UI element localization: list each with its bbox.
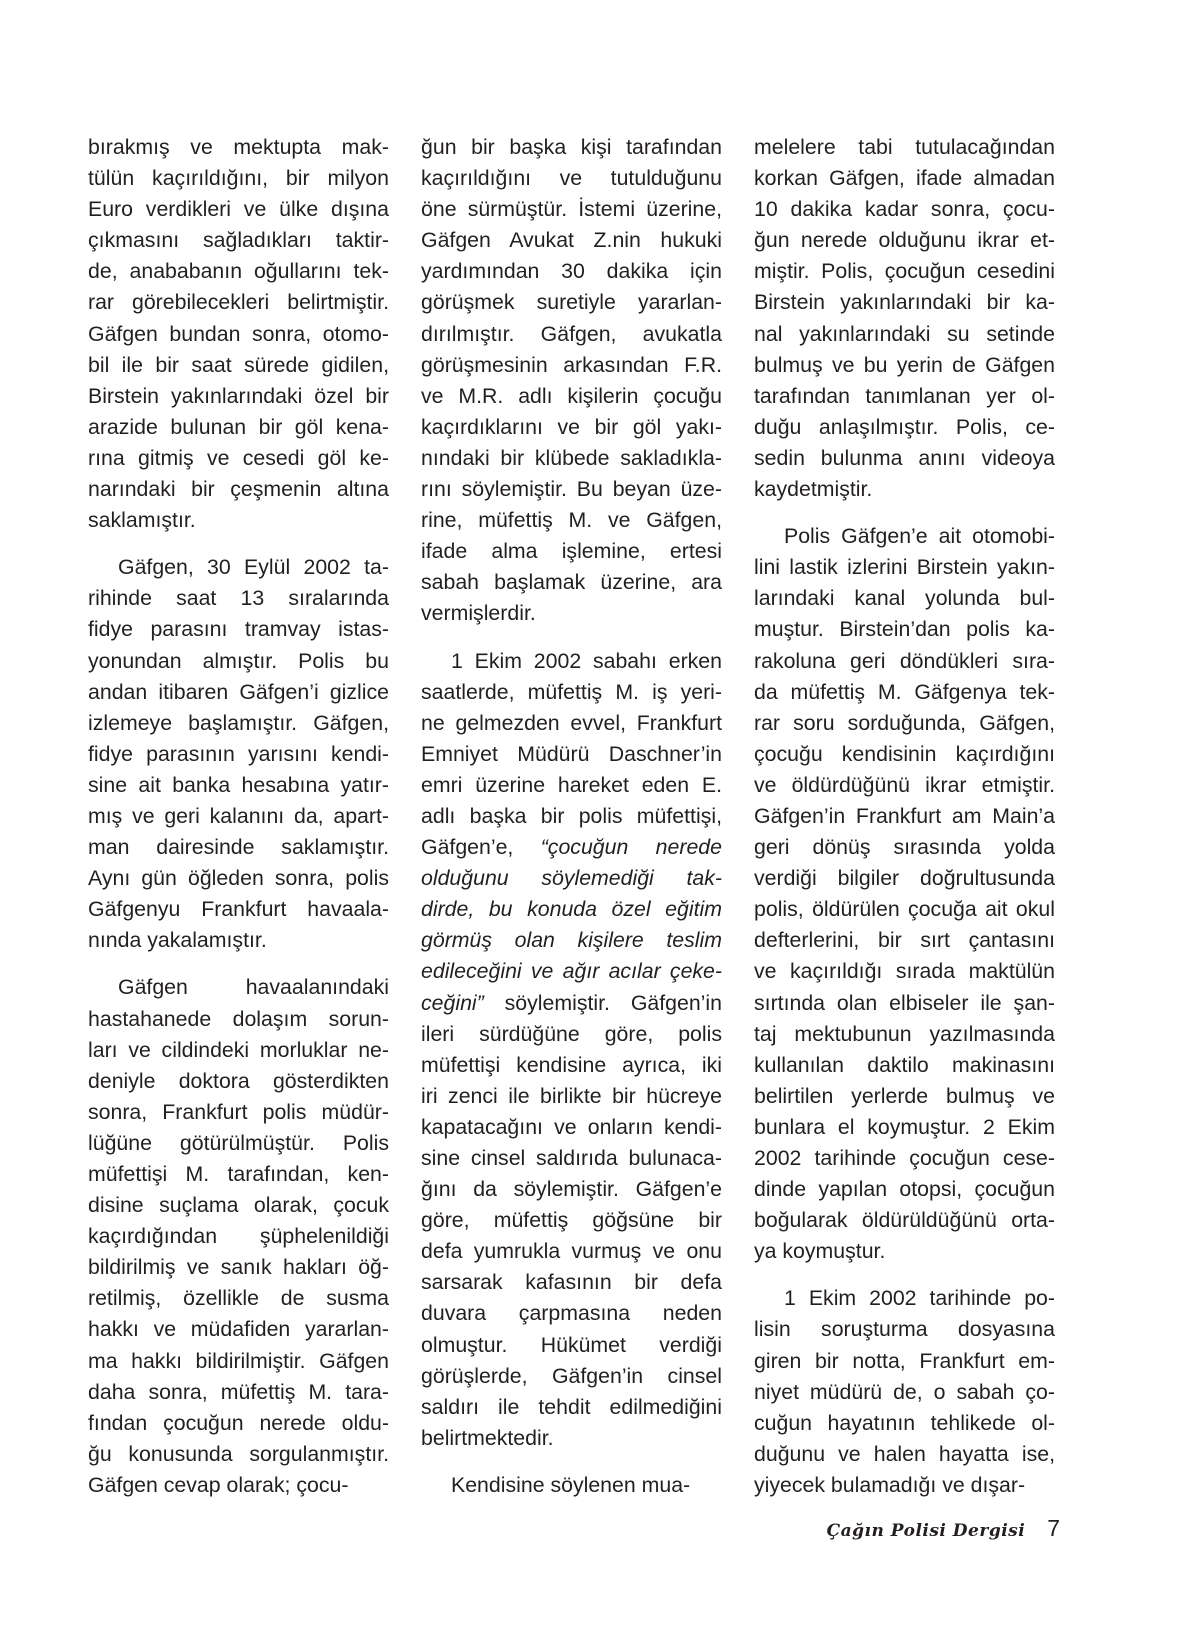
paragraph [88, 552, 389, 956]
line-text: lisin soruşturma dosyasına [754, 1317, 1055, 1342]
text-line [88, 1346, 389, 1377]
text-line [754, 287, 1055, 318]
text-line [421, 1050, 722, 1081]
line-text: kaçırıldığını ve tutulduğunu [421, 166, 722, 191]
text-line [88, 801, 389, 832]
text-column-1 [88, 132, 389, 1517]
line-text: andan itibaren Gäfgen’i gizlice [88, 679, 389, 704]
text-line [88, 381, 389, 412]
text-line [88, 925, 389, 956]
text-line [88, 770, 389, 801]
line-text: izlemeye başlamıştır. Gäfgen, [88, 710, 389, 735]
text-line [88, 583, 389, 614]
text-line [88, 350, 389, 381]
line-text: 1 Ekim 2002 sabahı erken [451, 648, 722, 673]
text-line [88, 1283, 389, 1314]
text-line [421, 350, 722, 381]
line-text: Aynı gün öğleden sonra, polis [88, 866, 389, 891]
text-line [88, 1470, 389, 1501]
text-line [88, 677, 389, 708]
text-line [421, 988, 722, 1019]
text-line [421, 1423, 722, 1454]
text-column-2 [421, 132, 722, 1517]
line-text: deniyle doktora gösterdikten [88, 1068, 389, 1093]
text-line [754, 988, 1055, 1019]
text-line [754, 739, 1055, 770]
text-line [754, 677, 1055, 708]
line-text: de, anababanın oğullarını tek- [88, 259, 389, 284]
text-line [421, 132, 722, 163]
text-line [754, 894, 1055, 925]
text-line [88, 443, 389, 474]
text-line [88, 1314, 389, 1345]
line-text: nındaki bir klübede sakladıkla- [421, 445, 722, 470]
line-text: Euro verdikleri ve ülke dışına [88, 197, 389, 222]
line-text: korkan Gäfgen, ifade almadan [754, 166, 1055, 191]
text-line [421, 1143, 722, 1174]
text-line [88, 225, 389, 256]
paragraph [754, 521, 1055, 1267]
line-text: miştir. Polis, çocuğun cesedini [754, 259, 1055, 284]
text-line [754, 583, 1055, 614]
line-text: ğun nerede olduğunu ikrar et- [754, 228, 1055, 253]
text-line [754, 1283, 1055, 1314]
line-text: Gäfgenyu Frankfurt havaala- [88, 897, 389, 922]
line-text: rar soru sorduğunda, Gäfgen, [754, 710, 1055, 735]
line-text: taj mektubunun yazılmasında [754, 1021, 1055, 1046]
text-line [421, 256, 722, 287]
text-line [754, 256, 1055, 287]
line-text: niyet müdürü de, o sabah ço- [754, 1379, 1055, 1404]
text-line [88, 194, 389, 225]
text-line [421, 567, 722, 598]
line-text: hakkı ve müdafiden yararlan- [88, 1317, 389, 1342]
text-line [88, 1128, 389, 1159]
text-line [421, 1267, 722, 1298]
text-line [754, 1439, 1055, 1470]
line-text: Gäfgen cevap olarak; çocu- [88, 1472, 349, 1497]
line-text: 10 dakika kadar sonra, çocu- [754, 197, 1055, 222]
text-line [754, 863, 1055, 894]
text-line [88, 505, 389, 536]
text-line [754, 1205, 1055, 1236]
line-text: emri üzerine hareket eden E. [421, 772, 722, 797]
line-text: yonundan almıştır. Polis bu [88, 648, 389, 673]
line-text: larındaki kanal yolunda bul- [754, 586, 1055, 611]
text-line [88, 708, 389, 739]
text-line [754, 708, 1055, 739]
line-text: saklamıştır. [88, 508, 196, 533]
line-text: dırılmıştır. Gäfgen, avukatla [421, 321, 722, 346]
line-text: Emniyet Müdürü Daschner’in [421, 741, 722, 766]
line-text: duvara çarpmasına neden [421, 1301, 722, 1326]
text-line [754, 925, 1055, 956]
text-line [88, 1097, 389, 1128]
line-text: kaçırdıklarını ve bir göl yakı- [421, 414, 722, 439]
italic-quote-text: edileceğini ve ağır acılar çeke- [421, 959, 722, 984]
text-line [88, 972, 389, 1003]
line-text: Gäfgen Avukat Z.nin hukuki [421, 228, 722, 253]
text-line [754, 1236, 1055, 1267]
line-text: yiyecek bulamadığı ve dışar- [754, 1472, 1026, 1497]
line-text: çıkmasını sağladıkları taktir- [88, 228, 389, 253]
line-text: ve M.R. adlı kişilerin çocuğu [421, 383, 722, 408]
paragraph [88, 972, 389, 1501]
line-text: belirtilen yerlerde bulmuş ve [754, 1083, 1055, 1108]
text-line [88, 646, 389, 677]
text-line [88, 1439, 389, 1470]
text-line [88, 863, 389, 894]
text-line [754, 646, 1055, 677]
text-line [421, 536, 722, 567]
text-line [754, 1408, 1055, 1439]
line-text: ya koymuştur. [754, 1239, 886, 1264]
line-text: lüğüne götürülmüştür. Polis [88, 1130, 389, 1155]
text-line [754, 474, 1055, 505]
line-text: dinde yapılan otopsi, çocuğun [754, 1177, 1055, 1202]
line-text: Gäfgen’e, [421, 835, 541, 860]
line-text: Birstein yakınlarındaki özel bir [88, 383, 389, 408]
text-line [421, 163, 722, 194]
text-line [754, 132, 1055, 163]
text-line [754, 1050, 1055, 1081]
text-line [421, 225, 722, 256]
line-text: polis, öldürülen çocuğa ait okul [754, 897, 1055, 922]
text-line [754, 194, 1055, 225]
journal-name: Çağın Polisi Dergisi [826, 1521, 1026, 1541]
line-text: rine, müfettiş M. ve Gäfgen, [421, 508, 722, 533]
text-line [421, 412, 722, 443]
text-line [754, 1470, 1055, 1501]
line-text: bunlara el koymuştur. 2 Ekim [754, 1114, 1055, 1139]
text-line [88, 1004, 389, 1035]
text-line [421, 956, 722, 987]
line-text: ğu konusunda sorgulanmıştır. [88, 1441, 389, 1466]
line-text: fından çocuğun nerede oldu- [88, 1410, 389, 1435]
text-line [88, 832, 389, 863]
line-text: göre, müfettiş göğsüne bir [421, 1208, 722, 1233]
text-line [421, 1081, 722, 1112]
text-line [88, 287, 389, 318]
line-text: nında yakalamıştır. [88, 928, 267, 953]
line-text: arazide bulunan bir göl kena- [88, 414, 389, 439]
line-text: kullanılan daktilo makinasını [754, 1052, 1055, 1077]
paragraph [421, 1470, 722, 1501]
line-text: cuğun hayatının tehlikede ol- [754, 1410, 1055, 1435]
text-line [754, 832, 1055, 863]
line-text: verdiği bilgiler doğrultusunda [754, 866, 1055, 891]
text-line [88, 1252, 389, 1283]
italic-quote-text: ceğini” [421, 990, 484, 1015]
paragraph [88, 132, 389, 536]
text-line [421, 1470, 722, 1501]
line-text: sarsarak kafasının bir defa [421, 1270, 722, 1295]
text-line [88, 1159, 389, 1190]
paragraph [421, 132, 722, 630]
text-line [421, 598, 722, 629]
text-line [88, 474, 389, 505]
text-line [421, 925, 722, 956]
text-line [88, 256, 389, 287]
line-text: sedin bulunma anını videoya [754, 445, 1055, 470]
line-text: ları ve cildindeki morluklar ne- [88, 1037, 389, 1062]
text-line [421, 832, 722, 863]
text-line [88, 894, 389, 925]
line-text: man dairesinde saklamıştır. [88, 835, 389, 860]
text-line [421, 194, 722, 225]
line-text: ve kaçırıldığı sırada maktülün [754, 959, 1055, 984]
line-text: Gäfgen havaalanındaki [118, 975, 389, 1000]
line-text: çocuğu kendisinin kaçırdığını [754, 741, 1055, 766]
line-text: saldırı ile tehdit edilmediğini [421, 1394, 722, 1419]
text-line [88, 1221, 389, 1252]
text-line [421, 1298, 722, 1329]
text-line [88, 163, 389, 194]
text-line [754, 1174, 1055, 1205]
text-line [421, 677, 722, 708]
line-text: rına gitmiş ve cesedi göl ke- [88, 445, 389, 470]
line-text: ifade alma işlemine, ertesi [421, 539, 722, 564]
line-text: olmuştur. Hükümet verdiği [421, 1332, 722, 1357]
line-text: sonra, Frankfurt polis müdür- [88, 1099, 389, 1124]
text-line [421, 1174, 722, 1205]
line-text: Birstein yakınlarındaki bir ka- [754, 290, 1055, 315]
text-line [88, 739, 389, 770]
text-line [421, 708, 722, 739]
text-line [754, 552, 1055, 583]
text-line [754, 521, 1055, 552]
text-line [421, 1392, 722, 1423]
text-line [421, 739, 722, 770]
text-line [754, 319, 1055, 350]
line-text: daha sonra, müfettiş M. tara- [88, 1379, 389, 1404]
line-text: sabah başlamak üzerine, ara [421, 570, 722, 595]
line-text: öne sürmüştür. İstemi üzerine, [421, 197, 722, 222]
text-line [754, 1143, 1055, 1174]
line-text: iri zenci ile birlikte bir hücreye [421, 1083, 722, 1108]
line-text: rar görebilecekleri belirtmiştir. [88, 290, 389, 315]
text-line [88, 614, 389, 645]
line-text: giren bir notta, Frankfurt em- [754, 1348, 1055, 1373]
text-line [421, 443, 722, 474]
line-text: ileri sürdüğüne göre, polis [421, 1021, 722, 1046]
line-text: narındaki bir çeşmenin altına [88, 477, 389, 502]
text-line [421, 1112, 722, 1143]
text-line [88, 1190, 389, 1221]
line-text: ğını da söylemiştir. Gäfgen’e [421, 1177, 722, 1202]
italic-quote-text: “çocuğun nerede [540, 835, 722, 860]
line-text: duğu anlaşılmıştır. Polis, ce- [754, 414, 1055, 439]
text-line [421, 381, 722, 412]
text-line [88, 552, 389, 583]
text-line [88, 1035, 389, 1066]
line-text: disine suçlama olarak, çocuk [88, 1193, 389, 1218]
text-line [421, 801, 722, 832]
text-line [754, 412, 1055, 443]
text-line [754, 1377, 1055, 1408]
line-text: rını söylemiştir. Bu beyan üze- [421, 477, 722, 502]
text-line [421, 646, 722, 677]
text-line [754, 1019, 1055, 1050]
line-text: görüşmek suretiyle yararlan- [421, 290, 722, 315]
line-text: sine cinsel saldırıda bulunaca- [421, 1146, 722, 1170]
line-text: hastahanede dolaşım sorun- [88, 1006, 389, 1031]
text-line [754, 1314, 1055, 1345]
italic-quote-text: görmüş olan kişilere teslim [421, 928, 722, 953]
line-text: görüşlerde, Gäfgen’in cinsel [421, 1363, 722, 1388]
line-text: 1 Ekim 2002 tarihinde po- [784, 1286, 1055, 1311]
text-line [754, 956, 1055, 987]
line-text: kapatacağını ve onların kendi- [421, 1114, 722, 1139]
paragraph [754, 132, 1055, 505]
line-text: ğun bir başka kişi tarafından [421, 135, 722, 159]
text-line [421, 863, 722, 894]
line-text: ma hakkı bildirilmiştir. Gäfgen [88, 1348, 389, 1373]
line-text: Polis Gäfgen’e ait otomobi- [784, 524, 1055, 549]
text-line [421, 1236, 722, 1267]
text-line [754, 1112, 1055, 1143]
line-text: nal yakınlarındaki su setinde [754, 321, 1055, 346]
line-text: Gäfgen’in Frankfurt am Main’a [754, 803, 1055, 828]
line-text: 2002 tarihinde çocuğun cese- [754, 1146, 1055, 1170]
line-text: sine ait banka hesabına yatır- [88, 772, 389, 797]
line-text: duğunu ve halen hayatta ise, [754, 1441, 1055, 1466]
text-line [421, 319, 722, 350]
text-line [421, 287, 722, 318]
text-line [754, 225, 1055, 256]
text-line [754, 801, 1055, 832]
line-text: ve öldürdüğünü ikrar etmiştir. [754, 772, 1055, 797]
line-text: tülün kaçırıldığını, bir milyon [88, 166, 389, 191]
line-text: fidye parasını tramvay istas- [88, 617, 389, 642]
italic-quote-text: dirde, bu konuda özel eğitim [421, 897, 722, 922]
line-text: ne gelmezden evvel, Frankfurt [421, 710, 722, 735]
text-line [88, 319, 389, 350]
text-line [421, 505, 722, 536]
line-text: muştur. Birstein’dan polis ka- [754, 617, 1055, 642]
line-text: kaçırdığından şüphelenildiği [88, 1224, 389, 1249]
line-text: melelere tabi tutulacağından [754, 135, 1055, 159]
line-text: rakoluna geri döndükleri sıra- [754, 648, 1055, 673]
line-text: mış ve geri kalanını da, apart- [88, 803, 389, 828]
paragraph [421, 646, 722, 1454]
line-text: yardımından 30 dakika için [421, 259, 722, 284]
line-text: tarafından tanımlanan yer ol- [754, 383, 1055, 408]
page-number: 7 [1047, 1515, 1060, 1541]
line-text: Gäfgen, 30 Eylül 2002 ta- [118, 555, 389, 580]
line-text: bırakmış ve mektupta mak- [88, 135, 389, 159]
line-text: da müfettiş M. Gäfgenya tek- [754, 679, 1055, 704]
text-line [754, 163, 1055, 194]
text-line [421, 1205, 722, 1236]
page-footer [800, 1515, 1060, 1542]
line-text: adlı başka bir polis müfettişi, [421, 803, 722, 828]
line-text: kaydetmiştir. [754, 477, 873, 502]
text-line [421, 474, 722, 505]
text-line [88, 1066, 389, 1097]
text-line [421, 770, 722, 801]
line-text: bildirilmiş ve sanık hakları öğ- [88, 1255, 389, 1280]
line-text: bulmuş ve bu yerin de Gäfgen [754, 352, 1055, 377]
line-text: defterlerini, bir sırt çantasını [754, 928, 1055, 953]
text-line [754, 1346, 1055, 1377]
text-line [88, 412, 389, 443]
line-text: geri dönüş sırasında yolda [754, 835, 1055, 860]
line-text: sırtında olan elbiseler ile şan- [754, 990, 1055, 1015]
text-line [421, 1019, 722, 1050]
text-line [754, 350, 1055, 381]
line-text: saatlerde, müfettiş M. iş yeri- [421, 679, 722, 704]
line-text: Kendisine söylenen mua- [451, 1472, 691, 1497]
line-text: Gäfgen bundan sonra, otomo- [88, 321, 389, 346]
line-text: söylemiştir. Gäfgen’in [483, 990, 722, 1015]
text-line [421, 1330, 722, 1361]
text-line [88, 1377, 389, 1408]
text-line [754, 770, 1055, 801]
line-text: görüşmesinin arkasından F.R. [421, 352, 722, 377]
line-text: boğularak öldürüldüğünü orta- [754, 1208, 1055, 1233]
line-text: fidye parasının yarısını kendi- [88, 741, 389, 766]
line-text: rihinde saat 13 sıralarında [88, 586, 389, 611]
line-text: defa yumrukla vurmuş ve onu [421, 1239, 722, 1264]
line-text: bil ile bir saat sürede gidilen, [88, 352, 389, 377]
line-text: lini lastik izlerini Birstein yakın- [754, 555, 1055, 580]
text-line [754, 381, 1055, 412]
italic-quote-text: olduğunu söylemediği tak- [421, 866, 722, 891]
line-text: müfettişi M. tarafından, ken- [88, 1162, 389, 1186]
text-line [88, 1408, 389, 1439]
text-column-3 [754, 132, 1055, 1517]
line-text: belirtmektedir. [421, 1425, 554, 1450]
line-text: retilmiş, özellikle de susma [88, 1286, 389, 1311]
text-line [88, 132, 389, 163]
text-line [421, 1361, 722, 1392]
line-text: vermişlerdir. [421, 601, 536, 626]
text-line [754, 1081, 1055, 1112]
text-line [754, 443, 1055, 474]
line-text: müfettişi kendisine ayrıca, iki [421, 1052, 722, 1077]
text-line [421, 894, 722, 925]
text-line [754, 614, 1055, 645]
paragraph [754, 1283, 1055, 1501]
